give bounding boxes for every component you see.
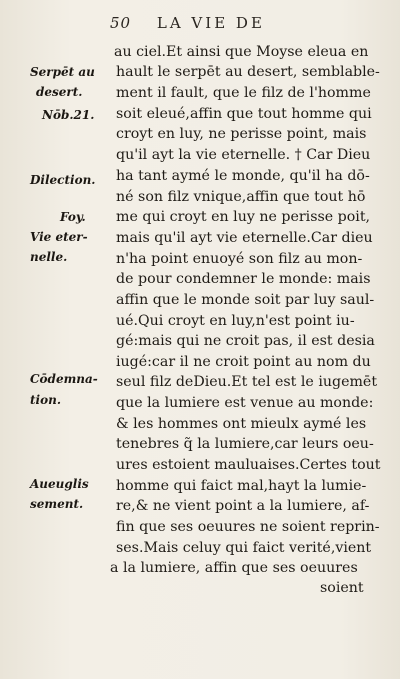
text-line: fin que ses oeuures ne soient reprin- <box>116 519 380 535</box>
text-line: soit eleué,affin que tout homme qui <box>116 106 372 122</box>
text-line: tenebres q̃ la lumiere,car leurs oeu- <box>116 436 374 452</box>
text-line: me qui croyt en luy ne perisse poit, <box>116 209 371 225</box>
text-line: ment il fault, que le filz de l'homme <box>116 85 371 101</box>
running-title: LA VIE DE <box>156 14 265 32</box>
text-line: né son filz vnique,affin que tout hō <box>116 189 366 205</box>
margin-note: Aueuglis <box>30 477 89 491</box>
margin-note: Nōb.21. <box>42 108 95 122</box>
text-line: hault le serpēt au desert, semblable- <box>116 64 380 80</box>
text-line: ses.Mais celuy qui faict verité,vient <box>116 540 372 556</box>
running-header <box>110 14 370 32</box>
text-line: qu'il ayt la vie eternelle. † Car Dieu <box>116 147 371 163</box>
text-line: mais qu'il ayt vie eternelle.Car dieu <box>116 230 373 246</box>
text-line: seul filz deDieu.Et tel est le iugemēt <box>116 374 378 390</box>
margin-note: sement. <box>30 497 84 511</box>
text-line: croyt en luy, ne perisse point, mais <box>116 126 367 142</box>
margin-note: desert. <box>36 85 83 99</box>
text-line: affin que le monde soit par luy saul- <box>116 292 375 308</box>
text-line: homme qui faict mal,hayt la lumie- <box>116 478 367 494</box>
text-line: re,& ne vient point a la lumiere, af- <box>116 498 370 514</box>
margin-note: tion. <box>30 393 62 407</box>
text-line: au ciel.Et ainsi que Moyse eleua en <box>114 44 369 60</box>
page-number: 50 <box>110 14 132 32</box>
margin-note: Cōdemna- <box>30 372 98 386</box>
text-line: de pour condemner le monde: mais <box>116 271 371 287</box>
text-line: ué.Qui croyt en luy,n'est point iu- <box>116 313 355 329</box>
text-line: a la lumiere, affin que ses oeuures <box>110 560 358 576</box>
text-line: iugé:car il ne croit point au nom du <box>116 354 371 370</box>
margin-note: nelle. <box>30 250 68 264</box>
margin-note: Dilection. <box>30 173 96 187</box>
margin-note: Vie eter- <box>30 230 88 244</box>
text-line: que la lumiere est venue au monde: <box>116 395 374 411</box>
text-line: ures estoient mauluaises.Certes tout <box>116 457 381 473</box>
margin-note: Serpēt au <box>30 65 95 79</box>
text-line: n'ha point enuoyé son filz au mon- <box>116 251 363 267</box>
text-line: gé:mais qui ne croit pas, il est desia <box>116 333 375 349</box>
catchword: soient <box>320 580 364 596</box>
margin-note: Foy. <box>60 210 86 224</box>
text-line: ha tant aymé le monde, qu'il ha dō- <box>116 168 370 184</box>
text-line: & les hommes ont mieulx aymé les <box>116 416 367 432</box>
